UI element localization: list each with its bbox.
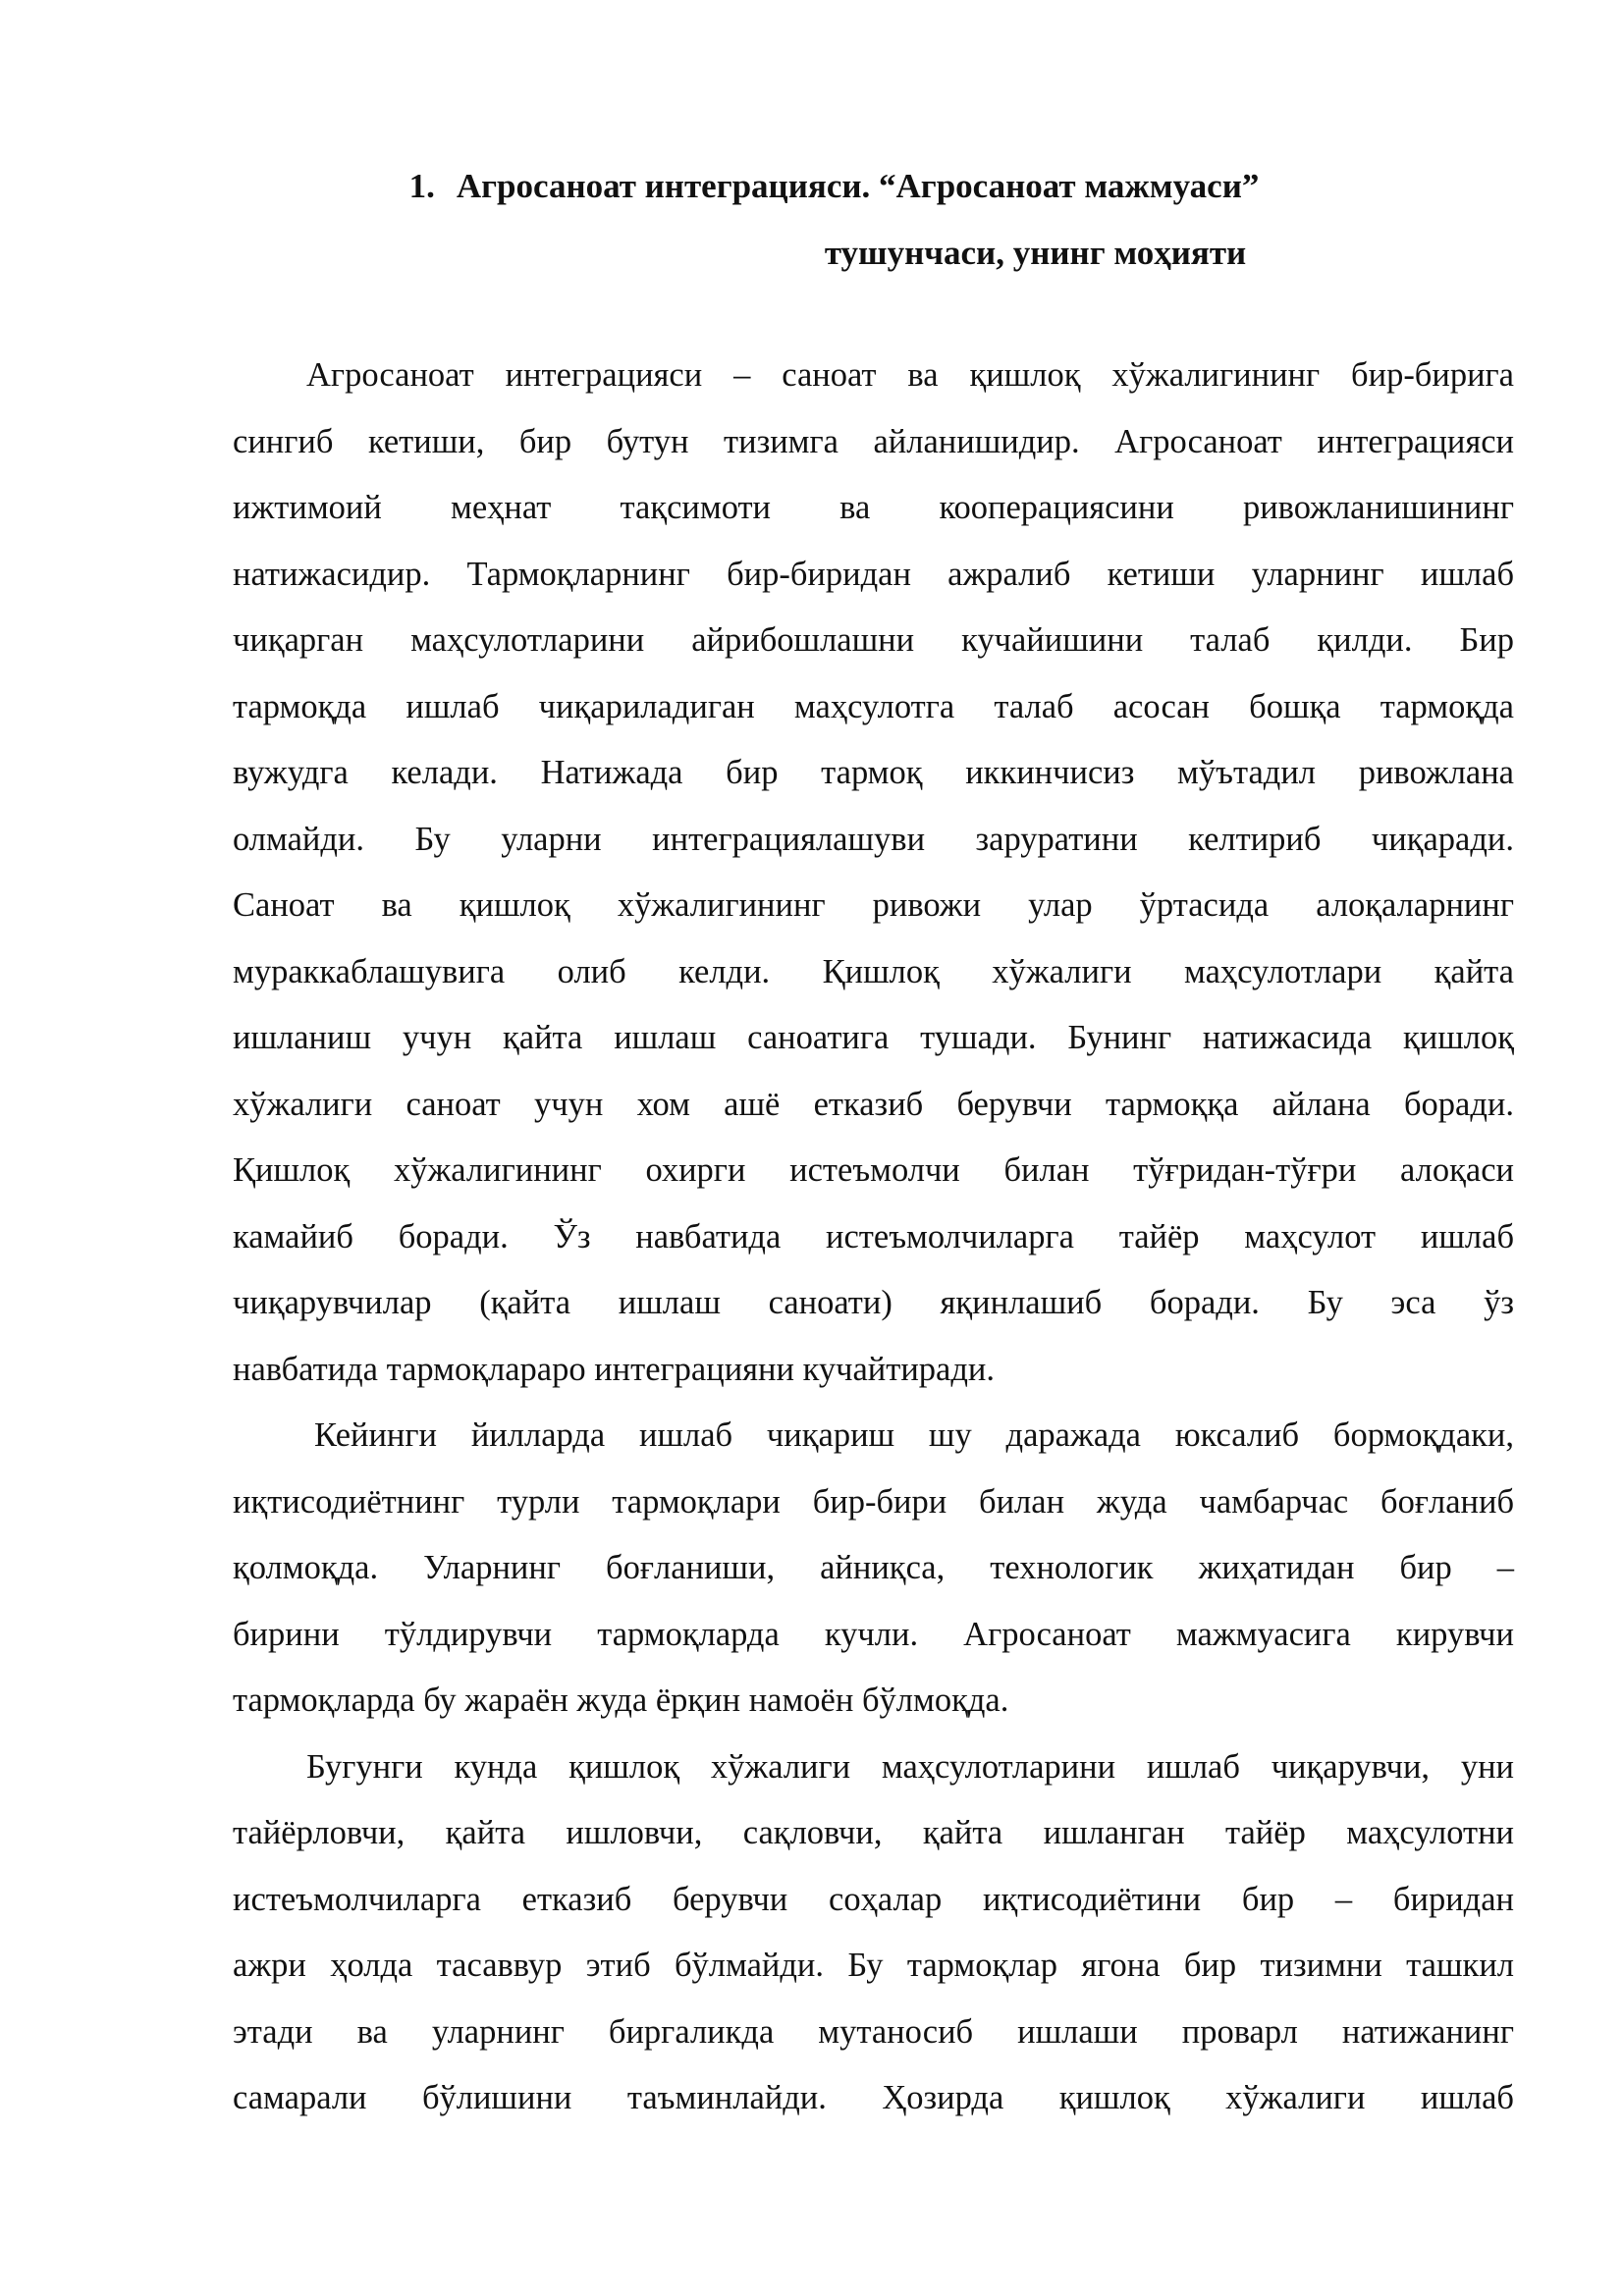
text-line: бирини тўлдирувчи тармоқларда кучли. Агросаноат мажмуасига кирувчи	[233, 1615, 1514, 1653]
text-line: иқтисодиётнинг турли тармоқлари бир-бири билан жуда чамбарчас боғланиб	[233, 1482, 1514, 1521]
text-line: чиқарувчилар (қайта ишлаш саноати) яқинлашиб боради. Бу эса ўз	[233, 1284, 1514, 1321]
text-line: Саноат ва қишлоқ хўжалигининг ривожи улар ўртасида алоқаларнинг	[233, 886, 1514, 924]
heading-line-2: тушунчаси, унинг моҳияти	[824, 234, 1247, 272]
document-body	[233, 343, 1514, 2132]
text-line: самарали бўлишини таъминлайди. Ҳозирда қишлоқ хўжалиги ишлаб	[233, 2079, 1514, 2116]
text-line: сингиб кетиши, бир бутун тизимга айланишидир. Агросаноат интеграцияси	[233, 422, 1514, 460]
text-line: тайёрловчи, қайта ишловчи, сақловчи, қайта ишланган тайёр маҳсулотни	[233, 1814, 1514, 1851]
text-line: мураккаблашувига олиб келди. Қишлоқ хўжалиги маҳсулотлари қайта	[233, 952, 1514, 990]
paragraph-1	[233, 343, 1514, 1403]
text-line: этади ва уларнинг биргаликда мутаносиб ишлаши проварл натижанинг	[233, 2012, 1514, 2051]
text-line: ажри ҳолда тасаввур этиб бўлмайди. Бу тармоқлар ягона бир тизимни ташкил	[233, 1947, 1514, 1984]
heading-line-1	[233, 153, 1514, 220]
paragraph-2	[233, 1403, 1514, 1735]
text-line: натижасидир. Тармоқларнинг бир-биридан ажралиб кетиши уларнинг ишлаб	[233, 555, 1514, 593]
text-line: ижтимоий меҳнат тақсимоти ва кооперациясини ривожланишининг	[233, 489, 1514, 526]
text-line: хўжалиги саноат учун хом ашё етказиб берувчи тармоққа айлана боради.	[233, 1085, 1514, 1123]
text-line: камайиб боради. Ўз навбатида истеъмолчиларга тайёр маҳсулот ишлаб	[233, 1217, 1514, 1255]
heading-title: Агросаноат интеграцияси. “Агросаноат мажмуаси”	[456, 167, 1260, 205]
text-line: навбатида тармоқлараро интеграцияни кучайтиради.	[233, 1350, 995, 1388]
heading-number: 1.	[408, 167, 435, 205]
text-line: тармоқларда бу жараён жуда ёрқин намоён бўлмоқда.	[233, 1682, 1009, 1719]
text-line: қолмоқда. Уларнинг боғланиши, айниқса, технологик жиҳатидан бир –	[233, 1549, 1514, 1586]
text-line: ишланиш учун қайта ишлаш саноатига тушади. Бунинг натижасида қишлоқ	[233, 1019, 1514, 1056]
text-line: Кейинги йилларда ишлаб чиқариш шу даражада юксалиб бормоқдаки,	[314, 1416, 1514, 1454]
text-line: Бугунги кунда қишлоқ хўжалиги маҳсулотларини ишлаб чиқарувчи, уни	[306, 1747, 1514, 1786]
text-line: чиқарган маҳсулотларини айрибошлашни кучайишини талаб қилди. Бир	[233, 621, 1514, 659]
text-line: Агросаноат интеграцияси – саноат ва қишлоқ хўжалигининг бир-бирига	[306, 356, 1514, 394]
text-line: вужудга келади. Натижада бир тармоқ иккинчисиз мўътадил ривожлана	[233, 754, 1514, 791]
paragraph-3	[233, 1735, 1514, 2132]
section-heading	[233, 153, 1514, 287]
text-line: истеъмолчиларга етказиб берувчи соҳалар иқтисодиётини бир – биридан	[233, 1880, 1514, 1918]
text-line: тармоқда ишлаб чиқариладиган маҳсулотга талаб асосан бошқа тармоқда	[233, 687, 1514, 725]
text-line: олмайди. Бу уларни интеграциялашуви заруратини келтириб чиқаради.	[233, 820, 1514, 858]
text-line: Қишлоқ хўжалигининг охирги истеъмолчи билан тўғридан-тўғри алоқаси	[233, 1151, 1514, 1189]
